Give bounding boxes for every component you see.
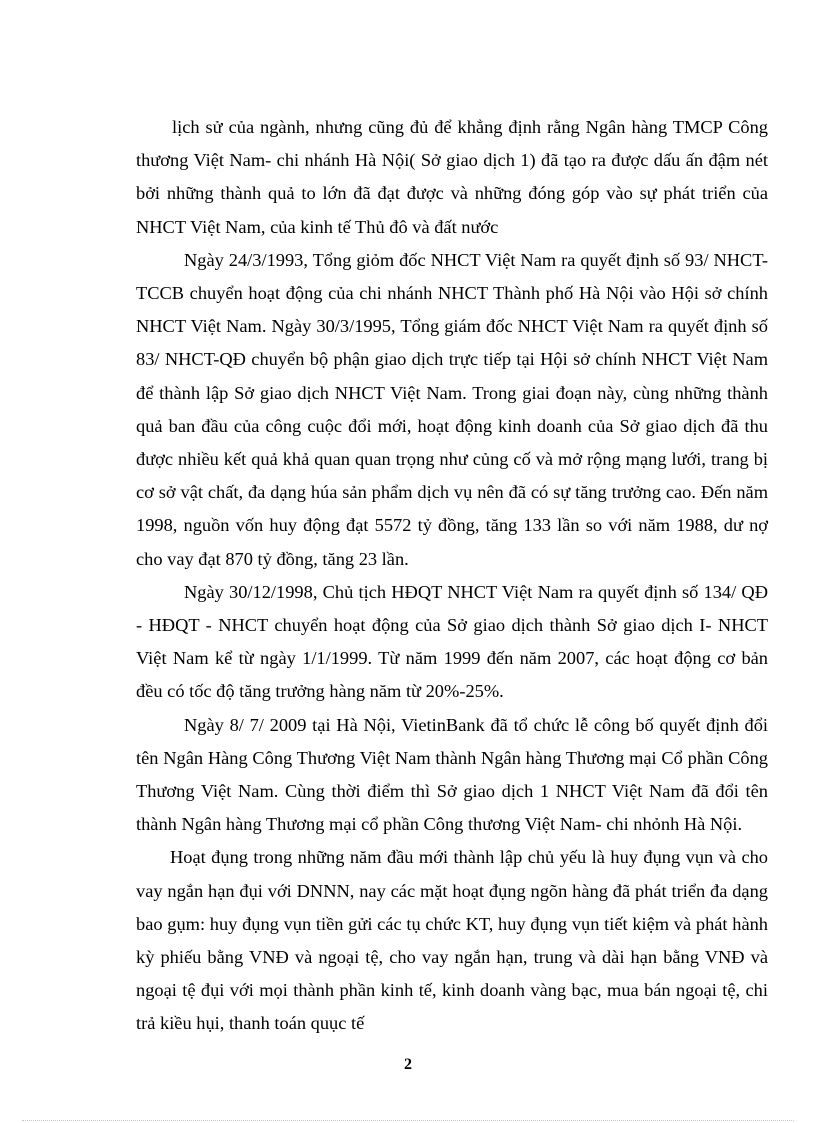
page-bottom-edge — [22, 1120, 794, 1121]
paragraph-2009-rename: Ngày 8/ 7/ 2009 tại Hà Nội, VietinBank đã tổ chức lễ công bố quyết định đổi tên Ngân Hàng Công Thương Việt Nam thành Ngân hàng Thương mại Cổ phần Công Thương Việt Nam. Cùng thời điểm thì Sở giao dịch 1 NHCT Việt Nam đã đổi tên thành Ngân hàng Thương mại cổ phần Công thương Việt Nam- chi nhỏnh Hà Nội. — [136, 714, 768, 835]
page-number: 2 — [404, 1056, 412, 1073]
paragraph-1998-2007: Ngày 30/12/1998, Chủ tịch HĐQT NHCT Việt Nam ra quyết định số 134/ QĐ - HĐQT - NHCT chuyển hoạt động của Sở giao dịch thành Sở giao dịch I- NHCT Việt Nam kể từ ngày 1/1/1999. Từ năm 1999 đến năm 2007, các hoạt động cơ bản đều có tốc độ tăng trưởng hàng năm từ 20%-25%. — [136, 581, 768, 702]
body-text — [136, 111, 768, 1041]
paragraph-1993-1998: Ngày 24/3/1993, Tổng giỏm đốc NHCT Việt Nam ra quyết định số 93/ NHCT-TCCB chuyển hoạt động của chi nhánh NHCT Thành phố Hà Nội vào Hội sở chính NHCT Việt Nam. Ngày 30/3/1995, Tổng giám đốc NHCT Việt Nam ra quyết định số 83/ NHCT-QĐ chuyển bộ phận giao dịch trực tiếp tại Hội sở chính NHCT Việt Nam để thành lập Sở giao dịch NHCT Việt Nam. Trong giai đoạn này, cùng những thành quả ban đầu của công cuộc đổi mới, hoạt động kinh doanh của Sở giao dịch đã thu được nhiều kết quả khả quan quan trọng như củng cố và mở rộng mạng lưới, trang bị cơ sở vật chất, đa dạng húa sản phẩm dịch vụ nên đã có sự tăng trưởng cao. Đến năm 1998, nguồn vốn huy động đạt 5572 tỷ đồng, tăng 133 lần so với năm 1988, dư nợ cho vay đạt 870 tỷ đồng, tăng 23 lần. — [136, 249, 768, 569]
paragraph-bank-history-intro: lịch sử của ngành, nhưng cũng đủ để khẳng định rằng Ngân hàng TMCP Công thương Việt Nam- chi nhánh Hà Nội( Sở giao dịch 1) đã tạo ra được dấu ấn đậm nét bởi những thành quả to lớn đã đạt được và những đóng góp vào sự phát triển của NHCT Việt Nam, của kinh tế Thủ đô và đất nước — [136, 117, 768, 237]
paragraph-activities: Hoạt đụng trong những năm đầu mới thành lập chủ yếu là huy đụng vụn và cho vay ngắn hạn đụi với DNNN, nay các mặt hoạt đụng ngõn hàng đã phát triển đa dạng bao gụm: huy đụng vụn tiền gửi các tụ chức KT, huy đụng vụn tiết kiệm và phát hành kỳ phiếu bằng VNĐ và ngoại tệ, cho vay ngắn hạn, trung và dài hạn bằng VNĐ và ngoại tệ đụi với mọi thành phần kinh tế, kinh doanh vàng bạc, mua bán ngoại tệ, chi trả kiều hụi, thanh toán quục tế — [136, 847, 768, 1034]
